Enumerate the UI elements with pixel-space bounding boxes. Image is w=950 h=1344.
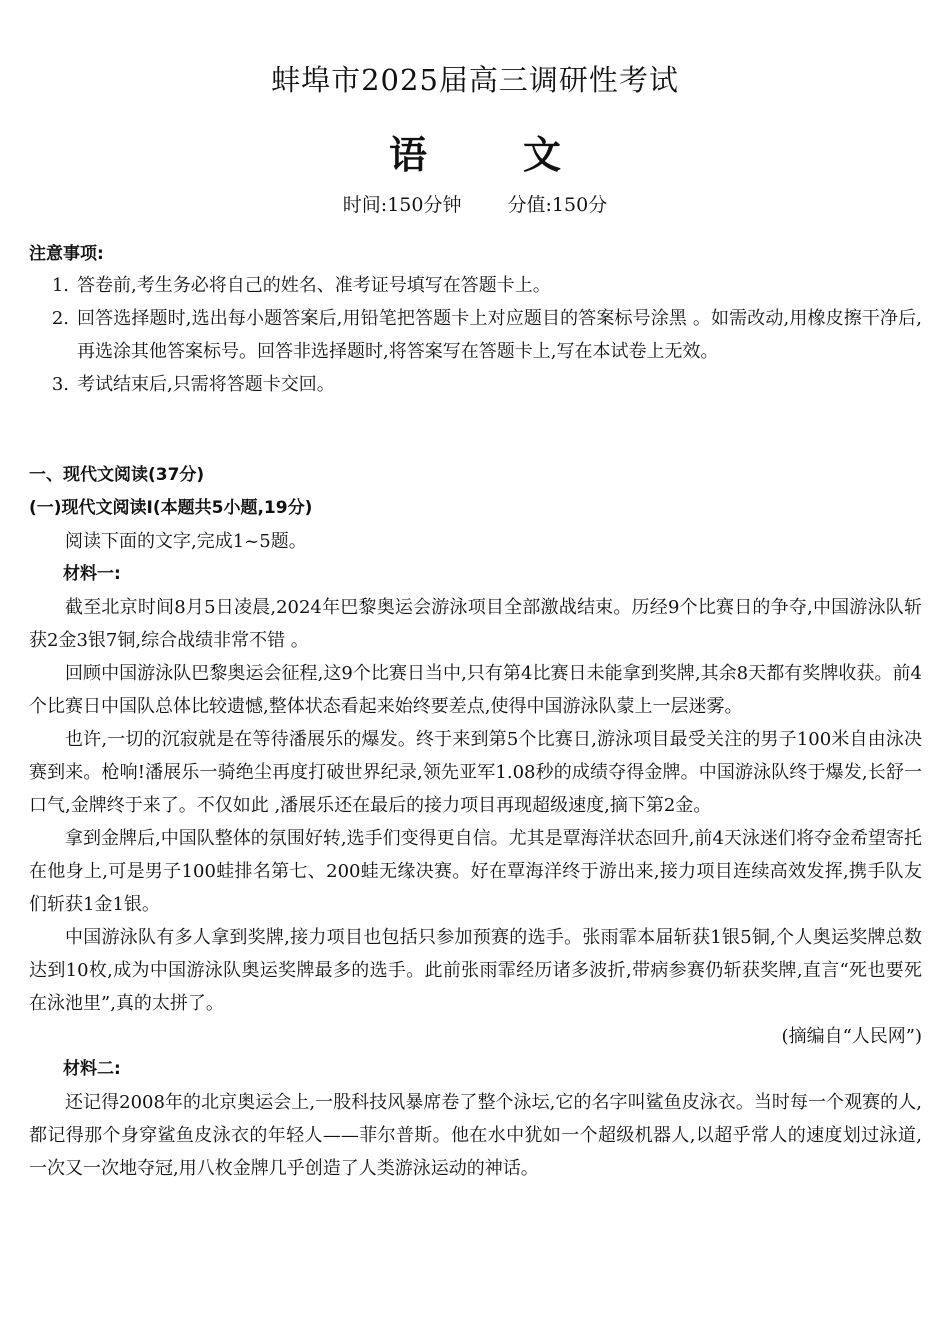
notice-item xyxy=(29,302,922,368)
notice-item-text: 考试结束后,只需将答题卡交回。 xyxy=(77,374,335,395)
reading-instruction: 阅读下面的文字,完成1~5题。 xyxy=(65,531,307,552)
exam-title: 蚌埠市2025届高三调研性考试 xyxy=(271,63,679,97)
material-2-label: 材料二: xyxy=(63,1059,121,1079)
material-1-paragraph: 中国游泳队有多人拿到奖牌,接力项目也包括只参加预赛的选手。张雨霏本届斩获1银5铜,个人奥运奖牌总数达到10枚,成为中国游泳队奥运奖牌最多的选手。此前张雨霏经历诸多波折,带病参赛仍斩获奖牌,直言“死也要死在泳池里”,真的太拼了。 xyxy=(29,927,922,1014)
material-1-paragraph: 截至北京时间8月5日凌晨,2024年巴黎奥运会游泳项目全部激战结束。历经9个比赛日的争夺,中国游泳队斩获2金3银7铜,综合战绩非常不错 。 xyxy=(29,597,922,651)
exam-time: 时间:150分钟 xyxy=(342,194,462,216)
subject-title xyxy=(0,124,950,179)
notice-item xyxy=(29,269,922,302)
section-subheading: (一)现代文阅读Ⅰ(本题共5小题,19分) xyxy=(29,498,313,518)
material-2-paragraph: 还记得2008年的北京奥运会上,一股科技风暴席卷了整个泳坛,它的名字叫鲨鱼皮泳衣。当时每一个观赛的人,都记得那个身穿鲨鱼皮泳衣的年轻人——菲尔普斯。他在水中犹如一个超级机器人,以超乎常人的速度划过泳道,一次又一次地夺冠,用八枚金牌几乎创造了人类游泳运动的神话。 xyxy=(29,1092,922,1179)
material-1-source: (摘编自“人民网”) xyxy=(781,1026,922,1047)
notice-list xyxy=(29,269,922,401)
material-1-paragraph: 也许,一切的沉寂就是在等待潘展乐的爆发。终于来到第5个比赛日,游泳项目最受关注的男子100米自由泳决赛到来。枪响!潘展乐一骑绝尘再度打破世界纪录,领先亚军1.08秒的成绩夺得金牌。中国游泳队终于爆发,长舒一口气,金牌终于来了。不仅如此 ,潘展乐还在最后的接力项目再现超级速度,摘下第2金。 xyxy=(29,729,922,816)
reading-body xyxy=(29,525,922,1185)
material-1-label: 材料一: xyxy=(63,564,121,584)
material-1-paragraph: 拿到金牌后,中国队整体的氛围好转,选手们变得更自信。尤其是覃海洋状态回升,前4天泳迷们将夺金希望寄托在他身上,可是男子100蛙排名第七、200蛙无缘决赛。好在覃海洋终于游出来,接力项目连续高效发挥,携手队友们斩获1金1银。 xyxy=(29,828,922,915)
notice-item-number: 2. xyxy=(51,308,69,329)
exam-score: 分值:150分 xyxy=(507,194,608,216)
notice-item-number: 3. xyxy=(51,374,69,395)
exam-meta xyxy=(0,190,950,217)
section-heading: 一、现代文阅读(37分) xyxy=(29,465,205,485)
notice-item-text: 回答选择题时,选出每小题答案后,用铅笔把答题卡上对应题目的答案标号涂黑 。如需改动,用橡皮擦干净后,再选涂其他答案标号。回答非选择题时,将答案写在答题卡上,写在本试卷上无效。 xyxy=(77,308,922,362)
subject-char-2: 文 xyxy=(523,133,562,177)
material-1-paragraph: 回顾中国游泳队巴黎奥运会征程,这9个比赛日当中,只有第4比赛日未能拿到奖牌,其余8天都有奖牌收获。前4个比赛日中国队总体比较遗憾,整体状态看起来始终要差点,使得中国游泳队蒙上一层迷雾。 xyxy=(29,663,922,717)
subject-char-1: 语 xyxy=(388,133,427,177)
notice-item-number: 1. xyxy=(51,275,69,296)
notice-title: 注意事项: xyxy=(29,244,104,264)
notice-item-text: 答卷前,考生务必将自己的姓名、准考证号填写在答题卡上。 xyxy=(77,275,551,296)
notice-item xyxy=(29,368,922,401)
